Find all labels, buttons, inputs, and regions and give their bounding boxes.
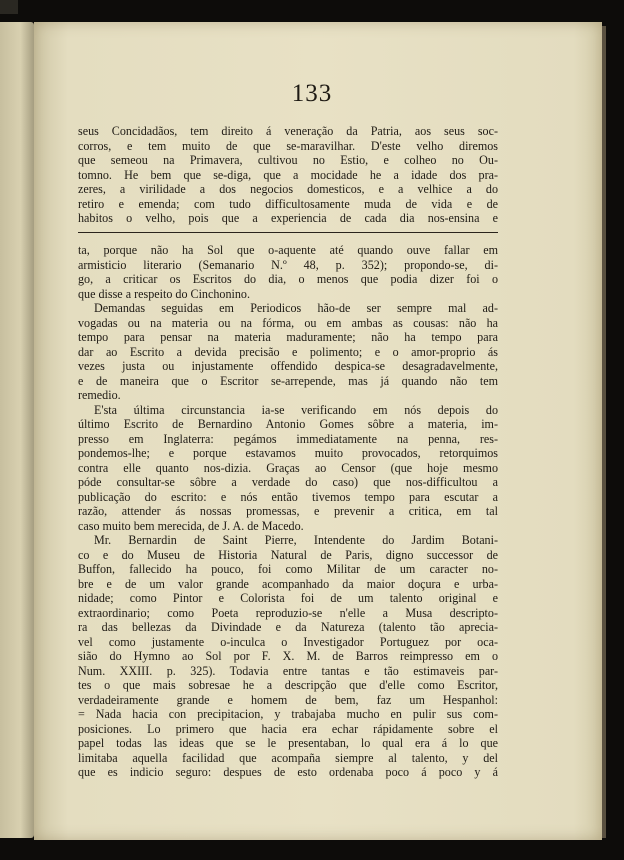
text-line: vogadas ou na materia ou na fórma, ou em ambas as cousas: não ha (78, 315, 498, 330)
text-line: e de maneira que o Escritor se-arrepende, mas já quando não tem (78, 373, 498, 388)
text-line: Mr. Bernardin de Saint Pierre, Intendente do Jardim Botani- (94, 533, 498, 547)
text-line: vezes justa ou injustamente offendido despica-se desagradavelmente, (78, 359, 498, 373)
text-line: Buffon, fallecido ha pouco, foi como Militar de um caracter no- (78, 562, 498, 576)
text-line: póde consultar-se sôbre a verdade do caso) que nos-difficultou a (78, 475, 498, 489)
main-text (78, 243, 498, 780)
top-paragraph (78, 124, 498, 226)
text-line: sião do Hymno ao Sol por F. X. M. de Barros reimpresso em o (78, 649, 498, 663)
text-line: extraordinario; como Poeta reproduzio-se n'elle a Musa descripto- (78, 605, 498, 620)
text-line: vel como justamente o-inculca o Investigador Portuguez por oca- (78, 634, 498, 649)
text-line: Num. XXIII. p. 325). Todavia entre tantas e tão estimaveis par- (78, 663, 498, 678)
text-line: publicação do escrito: e nós então tivemos tempo para escutar a (78, 489, 498, 504)
text-line: seus Concidadãos, tem direito á veneração da Patria, aos seus soc- (78, 124, 498, 138)
text-line: co e do Museu de Historia Natural de Paris, digno successor de (78, 547, 498, 562)
text-line: zeres, a virilidade a dos negocios domesticos, e a velhice a do (78, 182, 498, 196)
facing-page-edge (0, 22, 34, 838)
text-line: contra elle quanto nos-dizia. Graças ao Censor (que hoje mesmo (78, 460, 498, 475)
text-line: E'sta última circunstancia ia-se verificando em nós depois do (94, 402, 498, 417)
text-line: posiciones. Lo primero que hacia era echar rápidamente sobre el (78, 721, 498, 736)
text-line: bre e de um valor grande acompanhado da maior doçura e urba- (78, 576, 498, 591)
text-line: habitos o velho, pois que a experiencia de cada dia nos-ensina e (78, 211, 498, 225)
text-line: limitaba aquella facilidad que acompaña siempre al talento, y del (78, 750, 498, 765)
text-line: Demandas seguidas em Periodicos hão-de ser sempre mal ad- (94, 301, 498, 315)
page-edge-shadow (602, 26, 606, 838)
text-line: que es indicio seguro: despues de esto ordenaba poco á poco y á (78, 765, 498, 779)
text-line: = Nada hacia con precipitacion, y trabajaba mucho en pulir sus com- (78, 707, 498, 721)
text-line: último Escrito de Bernardino Antonio Gomes sôbre a materia, im- (78, 417, 498, 431)
text-line: tes o que mais sobresae he a descripção que d'elle como Escritor, (78, 678, 498, 692)
text-line: presso em Inglaterra: pegámos immediatamente na penna, res- (78, 431, 498, 446)
text-line: verdadeiramente grande e homem de bem, faz um Hespanhol: (78, 692, 498, 707)
page-number: 133 (291, 80, 333, 107)
text-line: remedio. (78, 388, 121, 402)
text-line: razão, attender ás nossas promessas, e prevenir a critica, em tal (78, 504, 498, 518)
text-line: retiro e emenda; com tudo difficultosamente muda de vida e de (78, 196, 498, 211)
separator-rule (78, 232, 498, 233)
corner-mark (0, 0, 18, 14)
text-line: que disse a respeito do Cinchonino. (78, 286, 250, 301)
text-line: caso muito bem merecida, de J. A. de Macedo. (78, 518, 304, 533)
text-line: tempo para pensar na materia maduramente; não ha tempo para (78, 330, 498, 344)
text-line: que semeou na Primavera, cultivou no Estio, e colheo no Ou- (78, 153, 498, 167)
text-line: dar ao Escrito a devida precisão e polimento; e o amor-proprio ás (78, 344, 498, 359)
text-line: ta, porque não ha Sol que o-aquente até quando ouve fallar em (78, 243, 498, 257)
text-line: tomno. He bem que se-diga, que a mocidade he a idade dos pra- (78, 167, 498, 182)
text-line: corros, e tem muito de que se-maravilhar. D'este velho diremos (78, 138, 498, 153)
text-line: papel todas las ideas que se le presentaban, lo qual era á lo que (78, 736, 498, 750)
text-line: pondemos-lhe; e porque estavamos muito provocados, retorquimos (78, 446, 498, 460)
text-line: go, a criticar os Escritos do dia, o menos que podia dizer foi o (78, 272, 498, 286)
text-line: armisticio literario (Semanario N.º 48, p. 352); propondo-se, di- (78, 257, 498, 272)
text-line: nidade; como Pintor e Colorista foi de um talento original e (78, 591, 498, 605)
text-line: ra das bellezas da Divindade e da Natureza (talento tão aprecia- (78, 620, 498, 634)
